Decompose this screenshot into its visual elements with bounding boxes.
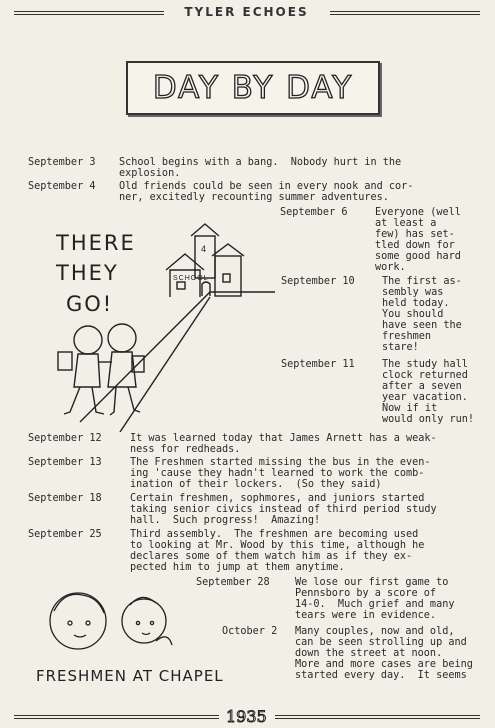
go-caption: GO! — [66, 292, 114, 316]
entry-text: Old friends could be seen in every nook and cor- ner, excitedly recounting summer adventures. — [119, 181, 414, 203]
header-title: TYLER ECHOES — [184, 5, 309, 19]
entry-date: September 3 — [28, 157, 96, 168]
entry-text: School begins with a bang. Nobody hurt in the explosion. — [119, 157, 402, 179]
entry-date: September 11 — [281, 359, 355, 370]
entry-date: September 6 — [280, 207, 348, 218]
school-illustration — [40, 222, 280, 432]
entry-text: Third assembly. The freshmen are becoming used to looking at Mr. Wood by this time, although he declares some of them watch him as if they ex- pected him to jump at them anytime. — [130, 529, 425, 573]
entry-text: Certain freshmen, sophmores, and juniors started taking senior civics instead of third period study hall. Such progress! Amazing! — [130, 493, 437, 526]
entry-date: September 18 — [28, 493, 102, 504]
entry-date: September 12 — [28, 433, 102, 444]
header-rule-right — [330, 11, 480, 15]
entry-text: We lose our first game to Pennsboro by a score of 14-0. Much grief and many tears were in evidence. — [295, 577, 455, 621]
freshmen-illustration — [38, 583, 198, 663]
entry-date: September 28 — [196, 577, 270, 588]
entry-text: The first as- sembly was held today. You should have seen the freshmen stare! — [382, 276, 462, 353]
header-rule-left — [14, 11, 164, 15]
entry-date: October 2 — [222, 626, 278, 637]
entry-date: September 10 — [281, 276, 355, 287]
there-caption: THERE — [56, 231, 136, 255]
title-text: DAY BY DAY — [152, 70, 354, 106]
day-by-day-title — [126, 61, 380, 115]
footer-rule-right — [275, 715, 480, 719]
entry-date: September 25 — [28, 529, 102, 540]
freshmen-caption: FRESHMEN AT CHAPEL — [36, 667, 224, 685]
they-caption: THEY — [56, 261, 119, 285]
school-sign: SCHOOL — [173, 275, 209, 282]
entry-text: The Freshmen started missing the bus in the even- ing 'cause they hadn't learned to work the comb- ination of their lockers. (So they said) — [130, 457, 431, 490]
tower-number: 4 — [201, 244, 207, 254]
entry-text: Everyone (well at least a few) has set- tled down for some good hard work. — [375, 207, 461, 273]
entry-text: It was learned today that James Arnett has a weak- ness for redheads. — [130, 433, 437, 455]
entry-text: Many couples, now and old, can be seen strolling up and down the street at noon. More and more cases are being started every day. It seems — [295, 626, 473, 681]
entry-text: The study hall clock returned after a seven year vacation. Now if it would only run! — [382, 359, 475, 425]
footer-rule-left — [14, 715, 219, 719]
footer-year: 1935 — [226, 707, 267, 726]
entry-date: September 4 — [28, 181, 96, 192]
entry-date: September 13 — [28, 457, 102, 468]
